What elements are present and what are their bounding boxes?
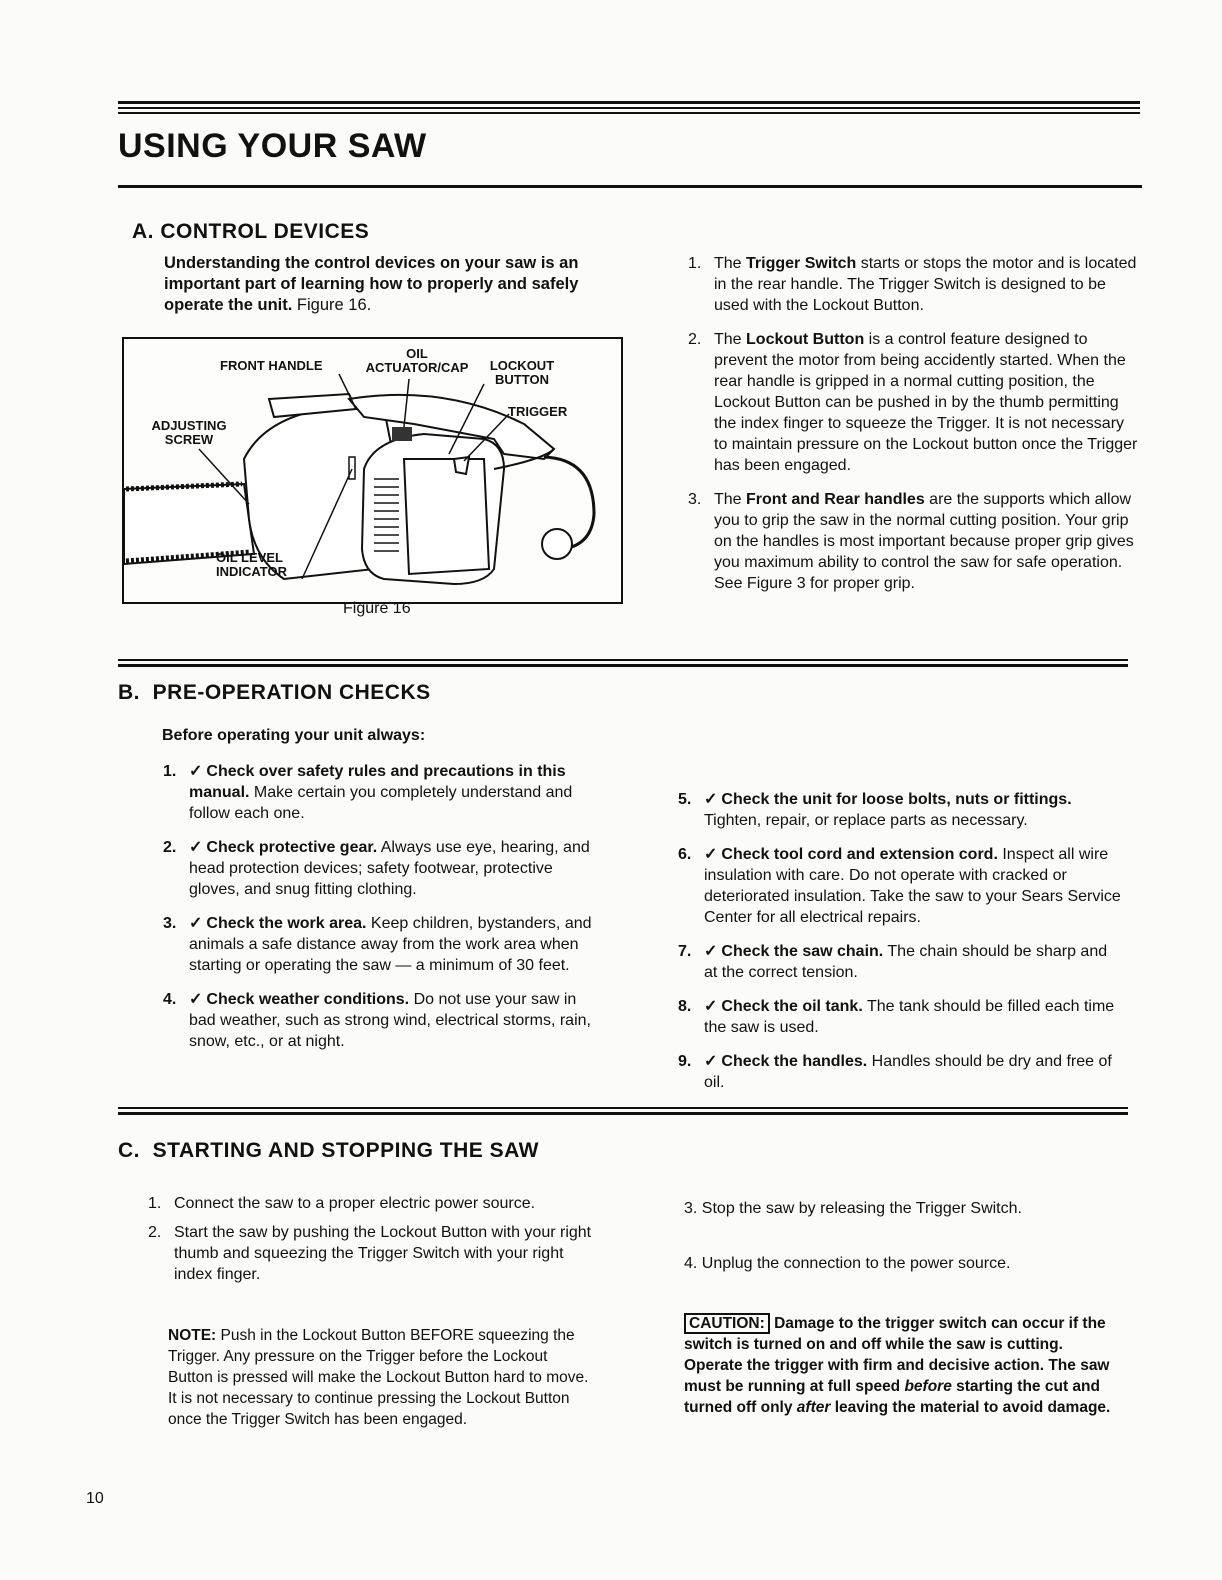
check-icon: ✓ (704, 998, 718, 1015)
section-a-letter: A. (132, 220, 154, 243)
list-item: 1. Connect the saw to a proper electric power source. (148, 1195, 536, 1212)
page-number: 10 (86, 1490, 104, 1507)
section-c-letter: C. (118, 1139, 140, 1162)
check-icon: ✓ (189, 839, 203, 856)
section-a-title: CONTROL DEVICES (160, 220, 370, 243)
section-c-title: STARTING AND STOPPING THE SAW (152, 1139, 539, 1162)
section-a-intro (164, 253, 616, 316)
check-icon: ✓ (189, 915, 203, 932)
figure-16 (122, 337, 623, 604)
starting-left-list (140, 1193, 598, 1298)
list-item: 5. ✓ Check the unit for loose bolts, nuts or fittings. Tighten, repair, or replace parts as necessary. (678, 791, 1072, 829)
section-b-letter: B. (118, 681, 140, 704)
list-item: 3. The Front and Rear handles are the supports which allow you to grip the saw in the normal cutting position. Your grip on the handles is most important because proper grip gives you maximum ability to control the saw for safe operation. See Figure 3 for proper grip. (688, 491, 1134, 592)
list-item: 2. ✓ Check protective gear. Always use eye, hearing, and head protection devices; safety footwear, protective gloves, and snug fitting clothing. (163, 839, 590, 898)
section-b-heading (118, 681, 431, 705)
section-b-title: PRE-OPERATION CHECKS (152, 681, 431, 704)
label-adjusting-screw: ADJUSTING SCREW (151, 418, 227, 447)
list-item: 8. ✓ Check the oil tank. The tank should be filled each time the saw is used. (678, 998, 1115, 1036)
section-b-rule-2 (118, 664, 1128, 667)
note-label: NOTE: (168, 1327, 217, 1344)
section-b-rule-1 (118, 659, 1128, 661)
list-item: 1. The Trigger Switch starts or stops the motor and is located in the rear handle. The Trigger Switch is designed to be used with the Lockout Button. (688, 255, 1137, 314)
caution-paragraph: CAUTION: Damage to the trigger switch can occur if the switch is turned on and off while the saw is cutting. Operate the trigger with firm and decisive action. The saw must be running at full speed before starting the cut and turned off only after leaving the material to avoid damage. (684, 1315, 1111, 1416)
list-item: 2. Start the saw by pushing the Lockout Button with your right thumb and squeezing the Trigger Switch with your right index finger. (148, 1224, 592, 1283)
check-icon: ✓ (189, 991, 203, 1008)
section-c-heading (118, 1139, 539, 1163)
list-item: 1. ✓ Check over safety rules and precautions in this manual. Make certain you completely understand and follow each one. (163, 763, 573, 822)
caution-tag: CAUTION: (684, 1313, 770, 1334)
list-item: 4. ✓ Check weather conditions. Do not use your saw in bad weather, such as strong wind, electrical storms, rain, snow, etc., or at night. (163, 991, 591, 1050)
label-oil-actuator-cap: OIL ACTUATOR/CAP (365, 346, 469, 375)
title-top-rule-3 (118, 112, 1140, 114)
section-b-intro: Before operating your unit always: (162, 727, 426, 744)
control-devices-list (680, 253, 1138, 607)
check-icon: ✓ (189, 763, 203, 780)
starting-right-item-3: 3. Stop the saw by releasing the Trigger Switch. (684, 1200, 1022, 1217)
title-top-rule-1 (118, 101, 1140, 104)
page-title: USING YOUR SAW (118, 127, 427, 165)
starting-right-item-4: 4. Unplug the connection to the power source. (684, 1255, 1011, 1272)
note-paragraph (168, 1325, 594, 1430)
figure-caption: Figure 16 (343, 600, 411, 617)
title-bottom-rule (118, 185, 1142, 188)
check-icon: ✓ (704, 1053, 718, 1070)
check-icon: ✓ (704, 846, 718, 863)
list-item: 9. ✓ Check the handles. Handles should be dry and free of oil. (678, 1053, 1112, 1091)
label-lockout-button: LOCKOUT BUTTON (489, 358, 555, 387)
note-text: Push in the Lockout Button BEFORE squeezing the Trigger. Any pressure on the Trigger before the Lockout Button is pressed will make the Lockout Button hard to move. It is not necessary to continue pressing the Lockout Button once the Trigger Switch has been engaged. (168, 1327, 589, 1428)
label-front-handle: FRONT HANDLE (220, 358, 323, 373)
pre-operation-right-list (670, 789, 1122, 1106)
list-item: 7. ✓ Check the saw chain. The chain should be sharp and at the correct tension. (678, 943, 1108, 981)
list-item: 3. ✓ Check the work area. Keep children, bystanders, and animals a safe distance away from the work area when starting or operating the saw — a minimum of 30 feet. (163, 915, 592, 974)
check-icon: ✓ (704, 943, 718, 960)
section-a-intro-rest: Figure 16. (292, 296, 372, 314)
section-a-heading (132, 220, 369, 244)
label-trigger: TRIGGER (508, 404, 568, 419)
pre-operation-left-list (155, 761, 595, 1065)
section-c-rule-2 (118, 1112, 1128, 1115)
label-oil-level-indicator: OIL LEVEL INDICATOR (216, 550, 288, 579)
section-c-rule-1 (118, 1107, 1128, 1109)
title-top-rule-2 (118, 107, 1140, 109)
list-item: 2. The Lockout Button is a control feature designed to prevent the motor from being accidently started. When the rear handle is gripped in a normal cutting position, the Lockout Button can be pushed in by the thumb permitting the index finger to squeeze the Trigger. It is not necessary to maintain pressure on the Lockout button once the Trigger has been engaged. (688, 331, 1138, 474)
section-a-intro-bold: Understanding the control devices on your saw is an important part of learning how to properly and safely operate the unit. (164, 254, 579, 314)
check-icon: ✓ (704, 791, 718, 808)
list-item: 6. ✓ Check tool cord and extension cord. Inspect all wire insulation with care. Do not operate with cracked or deteriorated insulation. Take the saw to your Sears Service Center for all electrical repairs. (678, 846, 1121, 926)
